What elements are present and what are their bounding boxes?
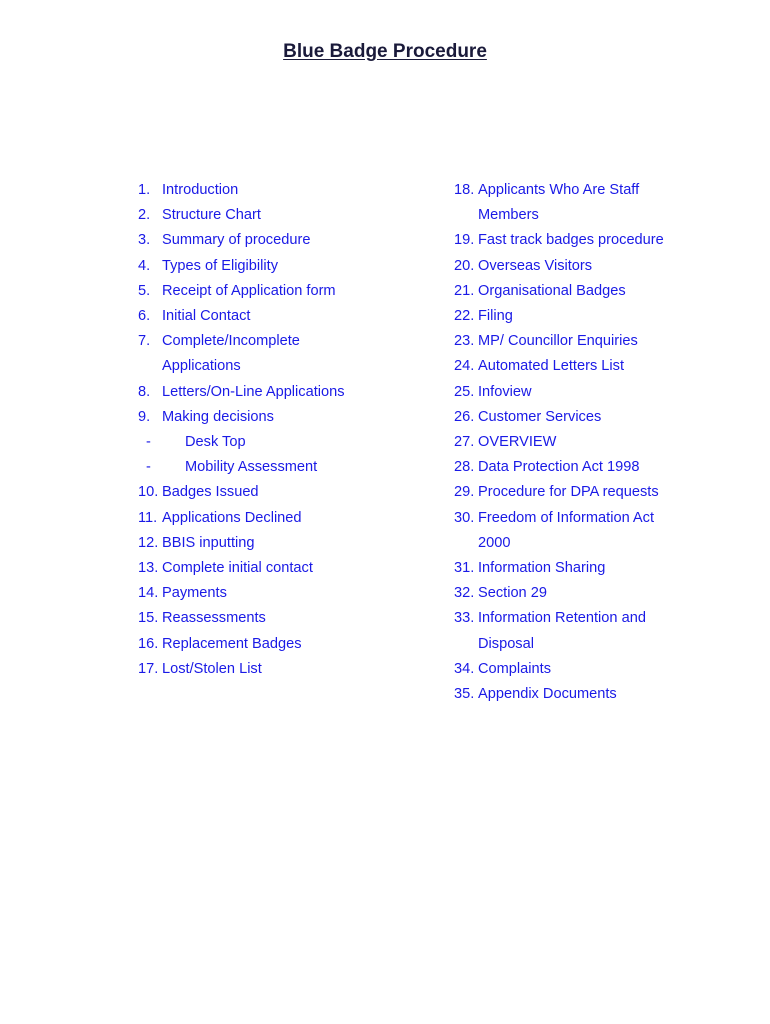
toc-item[interactable] [454,480,754,505]
toc-item[interactable] [454,506,754,531]
toc-item-label: Fast track badges procedure [478,232,664,249]
toc-item-label: Types of Eligibility [162,257,278,274]
toc-item[interactable] [138,380,438,405]
toc-item-label: Customer Services [478,408,602,425]
toc-item-label: Lost/Stolen List [162,660,262,677]
toc-item-label: Infoview [478,383,532,400]
toc-item-continuation [138,354,438,379]
toc-item[interactable] [138,203,438,228]
toc-item-label: Replacement Badges [162,635,302,652]
toc-item-number: 32. [454,585,475,602]
toc-item[interactable] [138,556,438,581]
toc-item-label: Applications [162,358,241,375]
toc-item-number: 15. [138,610,159,627]
toc-item-label: Complete/Incomplete [162,333,300,350]
toc-item-label: Organisational Badges [478,282,626,299]
toc-item-number: 13. [138,560,159,577]
toc-item-label: Applications Declined [162,509,302,526]
toc-item-number: 1. [138,182,151,198]
toc-item[interactable] [138,606,438,631]
toc-item-label: Procedure for DPA requests [478,484,659,501]
document-title: Blue Badge Procedure [283,41,487,62]
toc-item-number: 12. [138,534,159,551]
toc-item-label: Desk Top [185,434,246,451]
toc-item-label: Complaints [478,660,551,677]
toc-item[interactable] [138,506,438,531]
toc-item-number: 16. [138,635,159,652]
toc-item-number: 33. [454,610,475,627]
toc-item-number [138,354,162,379]
toc-item[interactable] [454,279,754,304]
toc-item-number: 17. [138,660,159,677]
toc-item-number: 22. [454,308,475,325]
toc-item-number: 19. [454,232,475,249]
toc-item-label: MP/ Councillor Enquiries [478,333,638,350]
toc-item[interactable] [138,632,438,657]
toc-item-number: 34. [454,660,475,677]
toc-item[interactable] [138,480,438,505]
toc-item-number: 11. [138,509,158,526]
toc-item-number: 14. [138,585,159,602]
toc-item-label: Overseas Visitors [478,257,593,274]
toc-item-number: 4. [138,257,151,274]
toc-item-label: Payments [162,585,227,602]
toc-item-number: 6. [138,308,151,325]
toc-item-label: Summary of procedure [162,232,311,249]
toc-item[interactable] [454,354,754,379]
toc-item-label: Receipt of Application form [162,282,336,299]
toc-item-label: Introduction [162,182,239,198]
toc-item-label: 2000 [478,534,511,551]
toc-item-number: 23. [454,333,475,350]
toc-item-label: Appendix Documents [478,686,617,703]
toc-item-number: - [146,459,151,476]
toc-item[interactable] [138,329,438,354]
toc-item[interactable] [454,380,754,405]
toc-left-column [138,178,438,682]
toc-item-label: Freedom of Information Act [478,509,655,526]
toc-item-label: Data Protection Act 1998 [478,459,640,476]
toc-item[interactable] [454,556,754,581]
toc-item-number: 10. [138,484,159,501]
toc-item-continuation [454,531,754,556]
toc-item[interactable] [138,581,438,606]
toc-item-number: 25. [454,383,475,400]
toc-item-label: Making decisions [162,408,274,425]
toc-item-number: 18. [454,182,475,198]
toc-item-continuation [454,632,754,657]
toc-item-number [454,531,478,556]
toc-item-label: BBIS inputting [162,534,255,551]
toc-item-continuation [454,203,754,228]
toc-item[interactable] [454,178,754,203]
toc-item-label: Applicants Who Are Staff [478,182,640,198]
toc-item-label: Reassessments [162,610,266,627]
toc-item[interactable] [454,329,754,354]
toc-item-label: Complete initial contact [162,560,313,577]
toc-item[interactable] [138,228,438,253]
toc-item-label: Information Sharing [478,560,606,577]
toc-item-number: 29. [454,484,475,501]
toc-item[interactable] [454,254,754,279]
toc-item-number [454,632,478,657]
toc-item-label: Letters/On-Line Applications [162,383,345,400]
toc-item-label: Section 29 [478,585,547,602]
toc-item-number: 26. [454,408,475,425]
toc-item-number: 35. [454,686,475,703]
toc-item[interactable] [138,405,438,430]
toc-item-number [454,203,478,228]
toc-right-column [454,178,754,707]
toc-item[interactable] [454,581,754,606]
toc-item-label: OVERVIEW [478,434,557,451]
toc-item-label: Structure Chart [162,207,261,224]
toc-item-number: 8. [138,383,151,400]
toc-item-label: Filing [478,308,513,325]
toc-item[interactable] [454,455,754,480]
toc-item[interactable] [454,657,754,682]
toc-item-label: Information Retention and [478,610,646,627]
toc-item[interactable] [454,682,754,707]
toc-item-number: 24. [454,358,475,375]
toc-subitem[interactable] [138,455,438,480]
toc-item-number: 2. [138,207,151,224]
toc-item[interactable] [138,279,438,304]
toc-item-label: Disposal [478,635,534,652]
toc-item-number: 7. [138,333,151,350]
toc-item-number: 28. [454,459,475,476]
toc-item[interactable] [454,606,754,631]
toc-item[interactable] [138,657,438,682]
toc-item-label: Automated Letters List [478,358,625,375]
toc-item[interactable] [138,254,438,279]
toc-item-number: 20. [454,257,475,274]
toc-item[interactable] [138,531,438,556]
toc-item-number: 9. [138,408,151,425]
toc-item[interactable] [138,178,438,203]
toc-item-number: - [146,434,151,451]
toc-item-label: Badges Issued [162,484,259,501]
toc-item-number: 3. [138,232,151,249]
toc-item-number: 27. [454,434,475,451]
toc-item[interactable] [138,304,438,329]
toc-item-number: 21. [454,282,475,299]
toc-item-label: Mobility Assessment [185,459,318,476]
toc-item[interactable] [454,405,754,430]
toc-item-number: 5. [138,282,151,299]
toc-item-label: Members [478,207,539,224]
toc-item[interactable] [454,228,754,253]
toc-subitem[interactable] [138,430,438,455]
toc-item[interactable] [454,304,754,329]
toc-item[interactable] [454,430,754,455]
toc-item-number: 31. [454,560,475,577]
toc-item-number: 30. [454,509,475,526]
toc-item-label: Initial Contact [162,308,251,325]
